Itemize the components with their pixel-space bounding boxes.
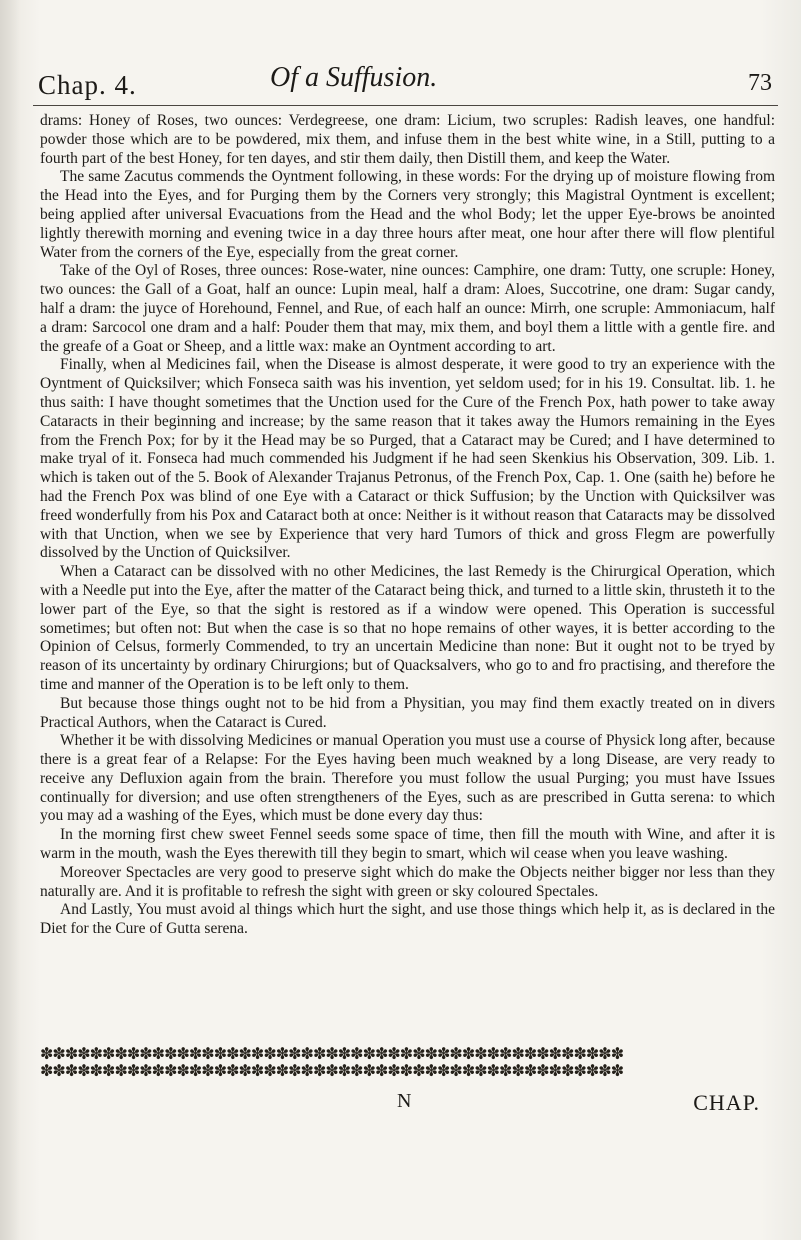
paragraph: Finally, when al Medicines fail, when the Disease is almost desperate, it were good to try an experience with the Oyntment of Quicksilver; which Fonseca saith was his invention, yet seldom used; for in his 19. Consultat. lib. 1. he thus saith: I have thought sometimes that the Unction used for the Cure of the French Pox, hath power to take away Cataracts in their beginning and increase; by the same reason that it takes away the Humors remaining in the Eyes from the French Pox; for by it the Head may be so Purged, that a Cataract may be Cured; and I have determined to make tryal of it. Fonseca had much commended his Judgment if he had seen Skenkius his Observation, 309. Lib. 1. which is taken out of the 5. Book of Alexander Trajanus Petronus, of the French Pox, Cap. 1. One (saith he) before he had the French Pox was blind of one Eye with a Cataract or thick Suffusion; by the Unction with Quicksilver was freed wonderfully from his Pox and Cataract both at once: Neither is it without reason that Cataracts may be dissolved with that Unction, when we see by Experience that very hard Tumors of thick and gross Flegm are powerfully dissolved by the Unction of Quicksilver. bbox=[40, 356, 775, 562]
ornamental-border bbox=[40, 1045, 760, 1079]
paragraph: Whether it be with dissolving Medicines or manual Operation you must use a course of Physick long after, because there is a great fear of a Relapse: For the Eyes having been much weakned by a long Disease, are very ready to receive any Defluxion again from the brain. Therefore you must follow the usual Purging; you must have Issues continually for diversion; and use often strengtheners of the Eyes, such as are prescribed in Gutta serena: to which you may ad a washing of the Eyes, which must be done every day thus: bbox=[40, 732, 775, 825]
paragraph: When a Cataract can be dissolved with no other Medicines, the last Remedy is the Chirurgical Operation, which with a Needle put into the Eye, after the matter of the Cataract being thick, and turned to a little skin, thrusteth it to the lower part of the Eye, so that the sight is restored as if a window were opened. This Operation is successful sometimes; but often not: But when the case is so that no hope remains of other wayes, it is better according to the Opinion of Celsus, formerly Commended, to try an uncertain Medicine than none: But it ought not to be tryed by reason of its uncertainty by ordinary Chirurgions; but of Quacksalvers, who go to and fro practising, and therefore the time and manner of the Operation is to be left only to them. bbox=[40, 563, 775, 693]
paragraph: Moreover Spectacles are very good to preserve sight which do make the Objects neither bigger nor less than they naturally are. And it is profitable to refresh the sight with green or sky coloured Spectales. bbox=[40, 863, 775, 900]
chapter-heading: Chap. 4. bbox=[38, 70, 137, 100]
paragraph: But because those things ought not to be hid from a Physitian, you may find them exactly treated on in divers Practical Authors, when the Cataract is Cured. bbox=[40, 694, 775, 731]
page-footer bbox=[40, 1090, 770, 1120]
page-header bbox=[30, 62, 780, 102]
running-title: Of a Suffusion. bbox=[270, 62, 438, 93]
paragraph: In the morning first chew sweet Fennel seeds some space of time, then fill the mouth with Wine, and after it is warm in the mouth, wash the Eyes therewith till they begin to smart, which wil cease when you leave washing. bbox=[40, 826, 775, 863]
paragraph: And Lastly, You must avoid al things which hurt the sight, and use those things which help it, as is declared in the Diet for the Cure of Gutta serena. bbox=[40, 901, 775, 938]
page-number: 73 bbox=[748, 70, 772, 96]
page-gutter-shadow bbox=[0, 0, 20, 1240]
signature-mark: N bbox=[397, 1090, 412, 1112]
paragraph: Take of the Oyl of Roses, three ounces: Rose-water, nine ounces: Camphire, one dram: Tutty, one scruple: Honey, two ounces: the Gall of a Goat, half an ounce: Lupin meal, half a dram: Aloes, Succotrine, one dram: Sugar candy, half a dram: the juyce of Horehound, Fennel, and Rue, of each half an ounce: Mirrh, one scruple: Ammoniacum, half a dram: Sarcocol one dram and a half: Pouder them that may, mix them, and boyl them a little with a gentle fire. and the greafe of a Goat or Sheep, and a little wax: make an Oyntment according to art. bbox=[40, 262, 775, 355]
ornament-row-bottom: ✽✽✽✽✽✽✽✽✽✽✽✽✽✽✽✽✽✽✽✽✽✽✽✽✽✽✽✽✽✽✽✽✽✽✽✽✽✽✽✽✽✽✽✽✽✽✽ bbox=[40, 1061, 624, 1079]
body-text bbox=[40, 112, 775, 939]
ornament-row-top: ✽✽✽✽✽✽✽✽✽✽✽✽✽✽✽✽✽✽✽✽✽✽✽✽✽✽✽✽✽✽✽✽✽✽✽✽✽✽✽✽✽✽✽✽✽✽✽ bbox=[40, 1045, 624, 1063]
paragraph: The same Zacutus commends the Oyntment following, in these words: For the drying up of moisture flowing from the Head into the Eyes, and for Purging them by the Corners very strongly; this Magistral Oyntment is excellent; being applied after universal Evacuations from the Head and the whol Body; let the upper Eye-brows be anointed lightly therewith morning and evening twice in a day three hours after meat, one hour after there will flow plentiful Water from the corners of the Eye, especially from the great corner. bbox=[40, 168, 775, 261]
header-rule bbox=[33, 105, 778, 106]
catchword: CHAP. bbox=[693, 1090, 760, 1115]
paragraph: drams: Honey of Roses, two ounces: Verdegreese, one dram: Licium, two scruples: Radish leaves, one handful: powder those which are to be powdered, mix them, and infuse them in the best white wine, in a Still, putting to a fourth part of the best Honey, for ten dayes, and stir them daily, then Distill them, and keep the Water. bbox=[40, 112, 775, 167]
